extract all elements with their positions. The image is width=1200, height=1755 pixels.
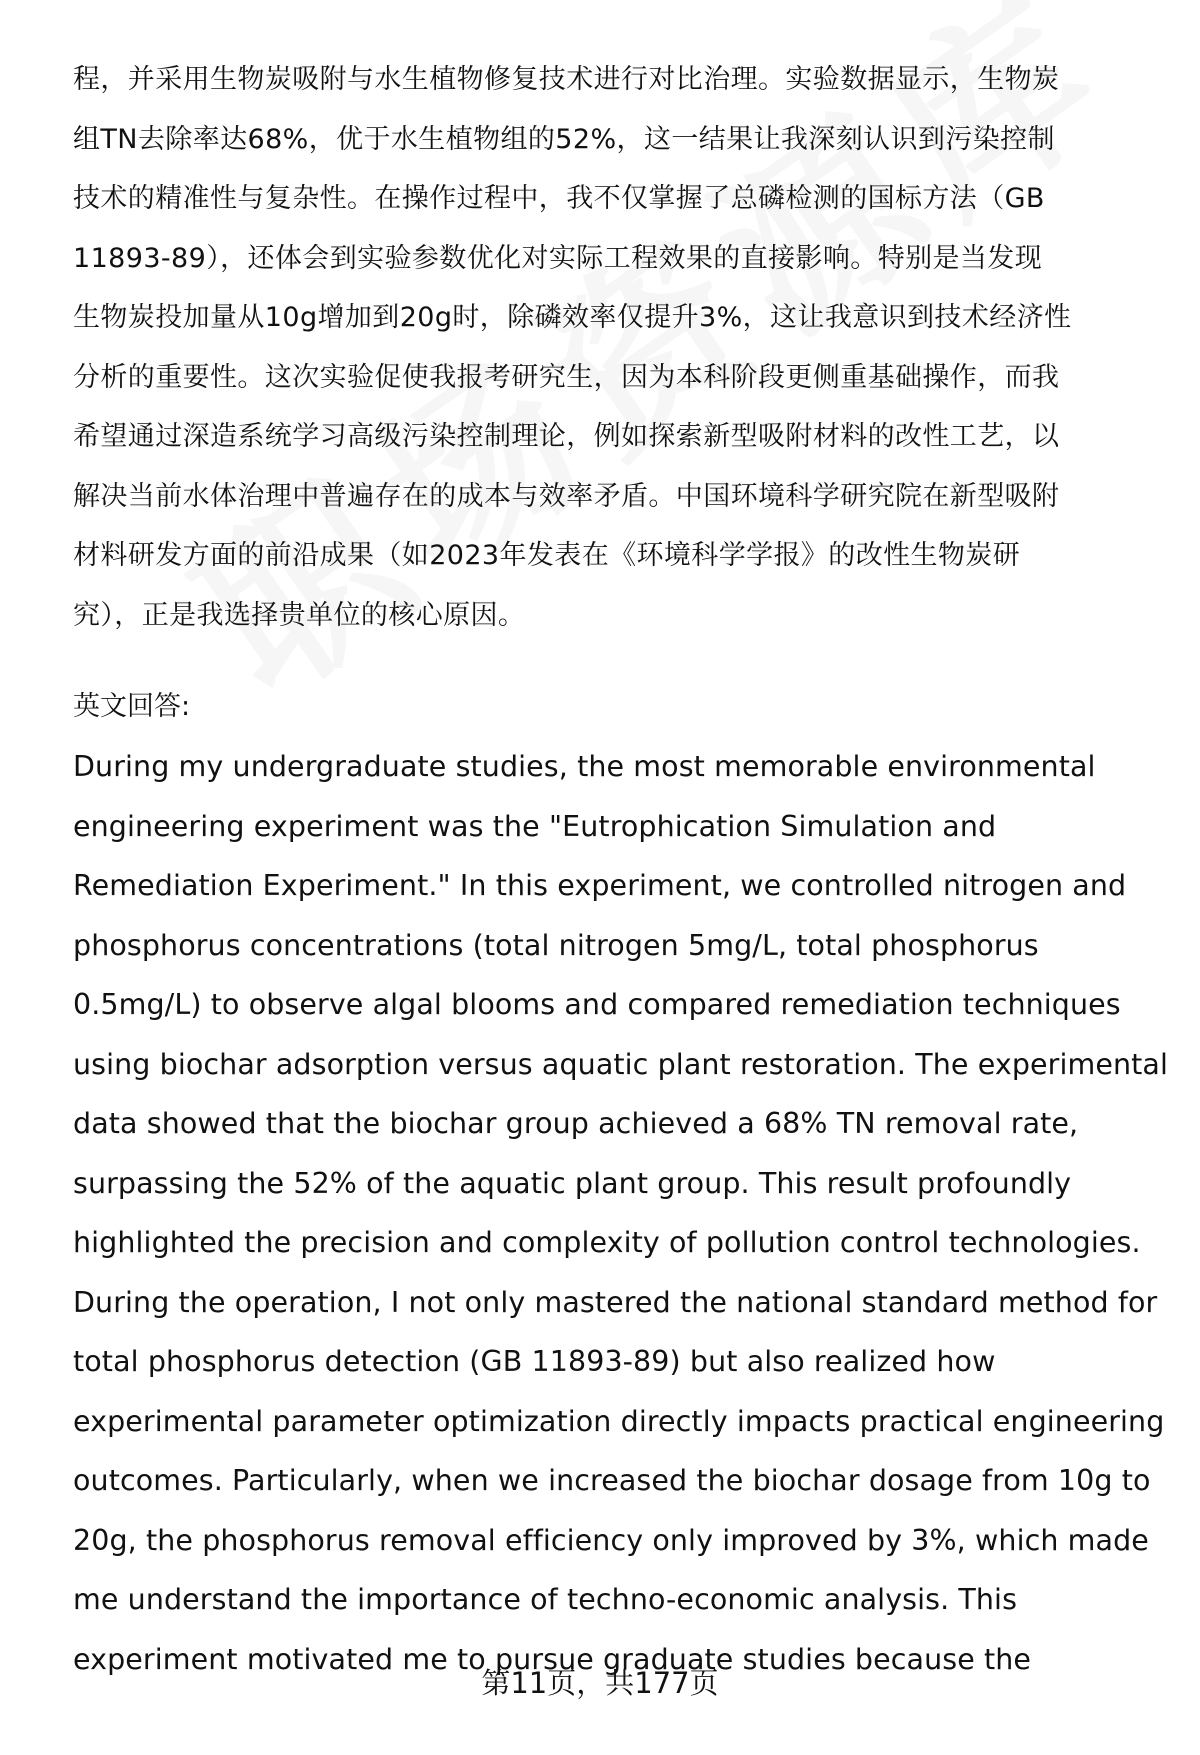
- text-line: highlighted the precision and complexity of pollution control technologies.: [73, 1226, 1141, 1259]
- text-line: 程，并采用生物炭吸附与水生植物修复技术进行对比治理。实验数据显示，生物炭: [73, 64, 1060, 95]
- text-line: using biochar adsorption versus aquatic plant restoration. The experimental: [73, 1047, 1168, 1081]
- text-line: 0.5mg/L) to observe algal blooms and compared remediation techniques: [73, 988, 1121, 1021]
- text-line: 解决当前水体治理中普遍存在的成本与效率矛盾。中国环境科学研究院在新型吸附: [73, 480, 1060, 512]
- text-line: outcomes. Particularly, when we increased the biochar dosage from 10g to: [73, 1464, 1151, 1497]
- text-line: 20g, the phosphorus removal efficiency only improved by 3%, which made: [73, 1523, 1149, 1557]
- text-line: 11893-89），还体会到实验参数优化对实际工程效果的直接影响。特别是当发现: [73, 242, 1043, 274]
- text-line: engineering experiment was the "Eutrophication Simulation and: [73, 809, 997, 843]
- text-line: During my undergraduate studies, the most memorable environmental: [73, 750, 1096, 783]
- english-paragraph: [73, 737, 1168, 1689]
- text-line: me understand the importance of techno-economic analysis. This: [73, 1583, 1018, 1616]
- text-line: 分析的重要性。这次实验促使我报考研究生，因为本科阶段更侧重基础操作，而我: [73, 361, 1060, 393]
- text-line: 组TN去除率达68%，优于水生植物组的52%，这一结果让我深刻认识到污染控制: [73, 123, 1055, 155]
- text-line: experiment motivated me to pursue graduate studies because the: [73, 1642, 1032, 1676]
- text-line: experimental parameter optimization directly impacts practical engineering: [73, 1404, 1165, 1438]
- chinese-paragraph: [73, 50, 1153, 645]
- text-line: surpassing the 52% of the aquatic plant group. This result profoundly: [73, 1166, 1072, 1200]
- text-line: 究），正是我选择贵单位的核心原因。: [73, 599, 526, 631]
- text-line: 材料研发方面的前沿成果（如2023年发表在《环境科学学报》的改性生物炭研: [73, 540, 1021, 571]
- english-answer-label: 英文回答:: [73, 691, 191, 722]
- page-number: 第11页，共177页: [481, 1666, 719, 1700]
- text-line: 生物炭投加量从10g增加到20g时，除磷效率仅提升3%，这让我意识到技术经济性: [73, 302, 1072, 333]
- text-line: phosphorus concentrations (total nitrogen 5mg/L, total phosphorus: [73, 928, 1039, 962]
- text-line: 技术的精准性与复杂性。在操作过程中，我不仅掌握了总磷检测的国标方法（GB: [73, 183, 1045, 214]
- text-line: Remediation Experiment." In this experiment, we controlled nitrogen and: [73, 869, 1127, 902]
- text-line: data showed that the biochar group achieved a 68% TN removal rate,: [73, 1107, 1079, 1140]
- text-line: total phosphorus detection (GB 11893-89) but also realized how: [73, 1345, 996, 1378]
- text-line: 希望通过深造系统学习高级污染控制理论，例如探索新型吸附材料的改性工艺，以: [73, 421, 1060, 452]
- text-line: During the operation, I not only mastered the national standard method for: [73, 1285, 1158, 1319]
